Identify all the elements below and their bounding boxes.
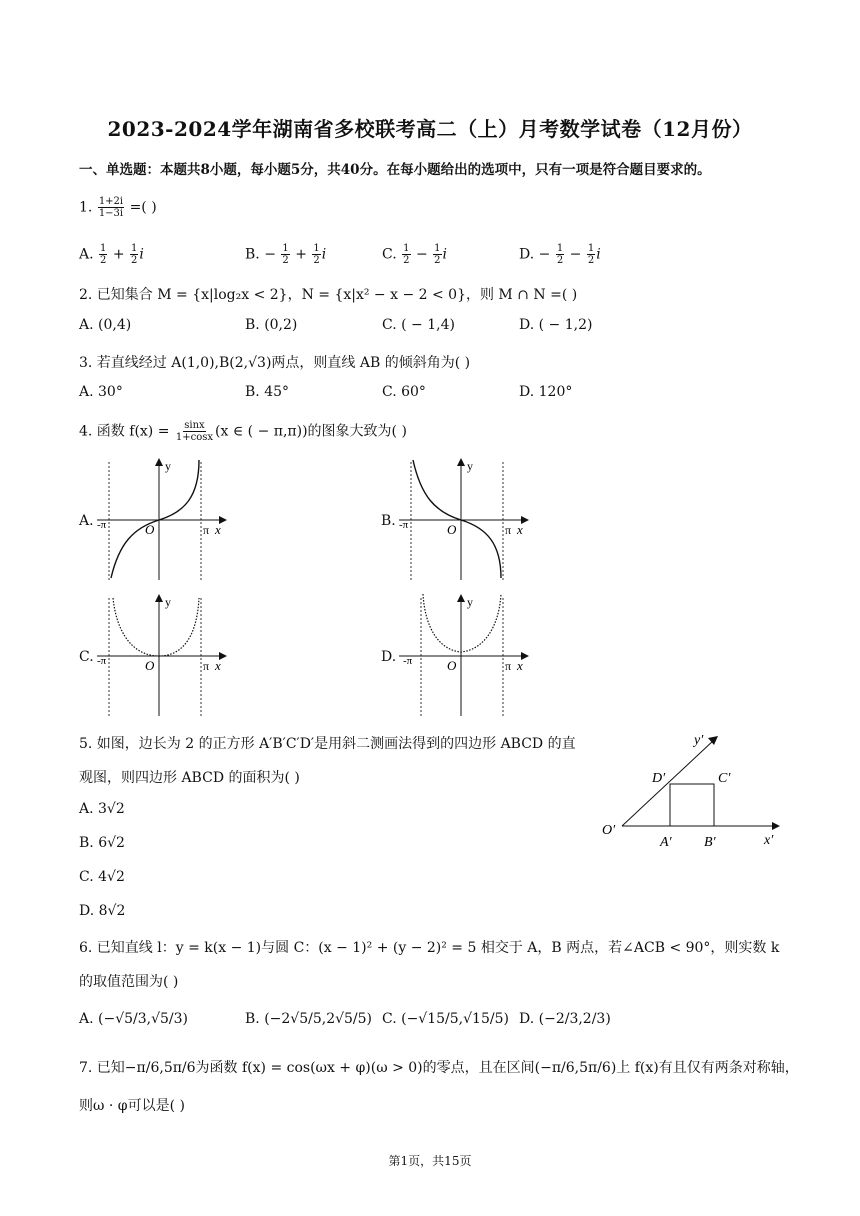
q6-option-c: C. (−√15/5,√15/5) (382, 1011, 509, 1027)
q5-option-c: C. 4√2 (79, 869, 125, 885)
x-axis-label: x (517, 658, 523, 673)
q1-option-b-label: B. (245, 246, 260, 263)
d-prime-label: D′ (652, 771, 666, 786)
q4-stem-suffix: (x ∈ ( − π,π))的图象大致为( ) (215, 423, 407, 440)
y-axis-label: y (165, 595, 171, 609)
pi-label: π (203, 523, 210, 537)
q1-number: 1. (79, 199, 93, 216)
q1-denominator: 1−3i (98, 208, 124, 219)
x-prime-label: x′ (764, 833, 774, 848)
neg-pi-label: -π (403, 655, 413, 667)
q6-option-a: A. (−√5/3,√5/3) (79, 1011, 189, 1027)
neg-pi-label: -π (97, 655, 107, 667)
q2-option-a: A. (0,4) (79, 317, 132, 333)
q4-numerator: sinx (184, 420, 205, 431)
question-4 (79, 420, 407, 443)
pi-label: π (505, 523, 512, 537)
q1-option-c: C. $\frac{1}{2}$ − $\frac{1}{2}$ i (382, 243, 447, 266)
c-prime-label: C′ (718, 771, 731, 786)
question-7-line-2: 则ω · φ可以是( ) (79, 1098, 185, 1114)
q4-stem-prefix: 4. 函数 f(x) = (79, 423, 170, 440)
q4-option-a: A. (79, 513, 94, 529)
q5-oblique-figure (598, 728, 784, 854)
q5-option-d: D. 8√2 (79, 903, 126, 919)
q5-option-b: B. 6√2 (79, 835, 125, 851)
q1-option-a-label: A. (79, 246, 94, 263)
q4-denominator: 1+cosx (175, 432, 214, 443)
q1-numerator: 1+2i (98, 196, 124, 207)
q4-option-d: D. (381, 649, 397, 665)
question-1 (79, 196, 157, 219)
q6-option-d: D. (−2/3,2/3) (519, 1011, 611, 1027)
page-title: 2023-2024学年湖南省多校联考高二（上）月考数学试卷（12月份） (107, 117, 753, 141)
q1-tail: =( ) (129, 199, 157, 216)
q3-option-d: D. 120° (519, 384, 573, 400)
q4-graph-a (93, 456, 233, 580)
q4-option-b: B. (381, 513, 396, 529)
y-axis-label: y (165, 459, 171, 473)
question-2: 2. 已知集合 M = {x|log₂x < 2}，N = {x|x² − x − 2 < 0}，则 M ∩ N =( ) (79, 287, 578, 303)
origin-label: O (447, 658, 457, 673)
x-axis-label: x (215, 658, 221, 673)
q1-option-b: B. − $\frac{1}{2}$ + $\frac{1}{2}$ i (245, 243, 327, 266)
origin-label: O (447, 522, 457, 537)
page-footer: 第1页，共15页 (388, 1154, 472, 1168)
q1-option-a: A. $\frac{1}{2}$ + $\frac{1}{2}$ i (79, 243, 144, 266)
q6-option-b: B. (−2√5/5,2√5/5) (245, 1011, 373, 1027)
q2-option-b: B. (0,2) (245, 317, 298, 333)
y-axis-label: y (467, 459, 473, 473)
x-axis-label: x (517, 522, 523, 537)
origin-label: O (145, 658, 155, 673)
q4-graph-c (93, 592, 233, 716)
pi-label: π (505, 659, 512, 673)
question-6-line-2: 的取值范围为( ) (79, 974, 179, 990)
question-5-line-1: 5. 如图，边长为 2 的正方形 A′B′C′D′是用斜二测画法得到的四边形 ABCD 的直 (79, 736, 576, 752)
neg-pi-label: -π (399, 519, 409, 531)
question-6-line-1: 6. 已知直线 l：y = k(x − 1)与圆 C：(x − 1)² + (y − 2)² = 5 相交于 A，B 两点，若∠ACB < 90°，则实数 k (79, 940, 780, 956)
q1-option-d: D. − $\frac{1}{2}$ − $\frac{1}{2}$ i (519, 243, 601, 266)
q1-option-d-label: D. (519, 246, 535, 263)
q4-graph-b (395, 456, 535, 580)
a-prime-label: A′ (660, 835, 672, 850)
neg-pi-label: -π (97, 519, 107, 531)
o-prime-label: O′ (602, 823, 616, 838)
y-prime-label: y′ (694, 733, 704, 748)
y-axis-label: y (467, 595, 473, 609)
q4-fraction (175, 420, 214, 443)
question-3: 3. 若直线经过 A(1,0),B(2,√3)两点，则直线 AB 的倾斜角为( ) (79, 355, 471, 371)
q3-option-c: C. 60° (382, 384, 426, 400)
section-heading: 一、单选题：本题共8小题，每小题5分，共40分。在每小题给出的选项中，只有一项是符合题目要求的。 (79, 162, 711, 178)
question-5-line-2: 观图，则四边形 ABCD 的面积为( ) (79, 770, 300, 786)
q2-option-c: C. ( − 1,4) (382, 317, 455, 333)
q3-option-a: A. 30° (79, 384, 123, 400)
q5-option-a: A. 3√2 (79, 801, 125, 817)
origin-label: O (145, 522, 155, 537)
q3-option-b: B. 45° (245, 384, 290, 400)
question-7-line-1: 7. 已知−π/6,5π/6为函数 f(x) = cos(ωx + φ)(ω > 0)的零点，且在区间(−π/6,5π/6)上 f(x)有且仅有两条对称轴， (79, 1060, 799, 1076)
q1-fraction (98, 196, 124, 219)
q4-option-c: C. (79, 649, 94, 665)
q2-option-d: D. ( − 1,2) (519, 317, 593, 333)
pi-label: π (203, 659, 210, 673)
q4-graph-d (395, 592, 535, 716)
x-axis-label: x (215, 522, 221, 537)
b-prime-label: B′ (704, 835, 716, 850)
q1-option-c-label: C. (382, 246, 397, 263)
